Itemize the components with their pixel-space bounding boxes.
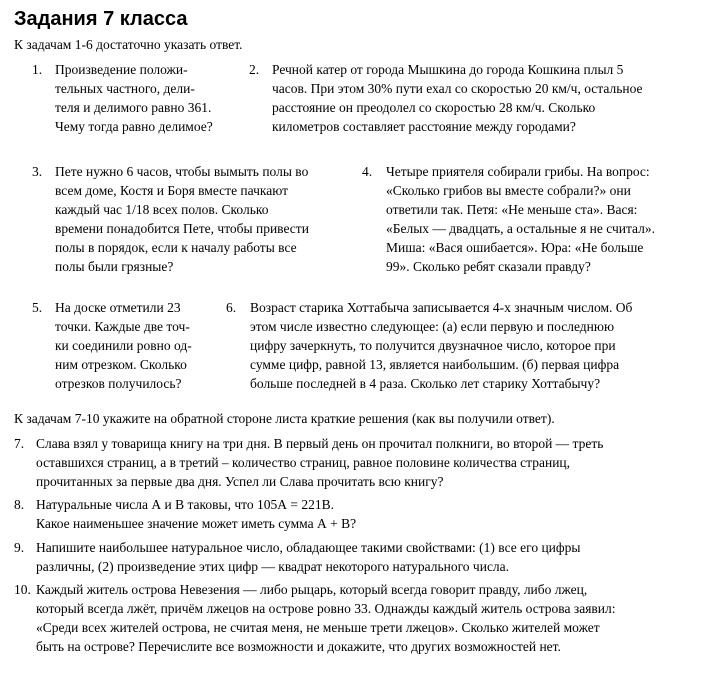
- problem-9-number: 9.: [14, 540, 25, 555]
- problem-9-text: Напишите наибольшее натуральное число, обладающее такими свойствами: (1) все его цифры различны, (2) произведение этих цифр — квадрат некоторого натурального числа.: [36, 540, 581, 574]
- problem-3-number: 3.: [32, 164, 43, 179]
- problem-8-text: Натуральные числа А и В таковы, что 105А = 221В. Какое наименьшее значение может иметь сумма А + В?: [36, 497, 357, 531]
- problem-10-text: Каждый житель острова Невезения — либо рыцарь, который всегда говорит правду, либо лжец, который всегда лжёт, причём лжецов на острове ровно 33. Однажды каждый житель острова заявил: «Среди всех жителей острова, не считая меня, не меньше трети лжецов». Сколько жителей может быть на острове? Перечислите все возможности и докажите, что других возможностей нет.: [36, 582, 616, 654]
- problem-7-number: 7.: [14, 436, 25, 451]
- problem-2-number: 2.: [249, 62, 260, 77]
- problem-10-number: 10.: [14, 582, 31, 597]
- problem-4-number: 4.: [362, 164, 373, 179]
- problem-6-number: 6.: [226, 300, 237, 315]
- problem-5-number: 5.: [32, 300, 43, 315]
- problem-8-number: 8.: [14, 497, 25, 512]
- problem-3-text: Пете нужно 6 часов, чтобы вымыть полы во всем доме, Костя и Боря вместе пачкают каждый час 1/18 всех полов. Сколько времени понадобится Пете, чтобы привести полы в порядок, если к началу работы все полы были грязные?: [55, 164, 309, 274]
- problem-7-text: Слава взял у товарища книгу на три дня. В первый день он прочитал полкниги, во второй — треть оставшихся страниц, а в третий – количество страниц, равное половине количества страниц, прочитанных за первые два дня. Успел ли Слава прочитать всю книгу?: [36, 436, 604, 489]
- problem-1-text: Произведение положи- тельных частного, дели- теля и делимого равно 361. Чему тогда равно делимое?: [55, 62, 213, 134]
- problem-4-text: Четыре приятеля собирали грибы. На вопрос: «Сколько грибов вы вместе собрали?» они ответили так. Петя: «Не меньше ста». Вася: «Белых — двадцать, а остальные я не считал». Миша: «Вася ошибается». Юра: «Не больше 99». Сколько ребят сказали правду?: [386, 164, 656, 274]
- problem-6-text: Возраст старика Хоттабыча записывается 4-х значным числом. Об этом числе известно следующее: (а) если первую и последнюю цифру зачеркнуть, то получится двузначное число, которое при сумме цифр, равной 13, является наибольшим. (б) первая цифра больше последней в 4 раза. Сколько лет старику Хоттабычу?: [250, 300, 633, 391]
- problem-2-text: Речной катер от города Мышкина до города Кошкина плыл 5 часов. При этом 30% пути ехал со скоростью 20 км/ч, остальное расстояние он преодолел со скоростью 28 км/ч. Сколько километров составляет расстояние между городами?: [272, 62, 643, 134]
- problem-5-text: На доске отметили 23 точки. Каждые две точ- ки соединили ровно од- ним отрезком. Сколько отрезков получилось?: [55, 300, 192, 391]
- problem-1-number: 1.: [32, 62, 43, 77]
- instructions-7-10: К задачам 7-10 укажите на обратной стороне листа краткие решения (как вы получили ответ).: [14, 411, 555, 426]
- page-title: Задания 7 класса: [14, 8, 188, 30]
- instructions-1-6: К задачам 1-6 достаточно указать ответ.: [14, 37, 243, 52]
